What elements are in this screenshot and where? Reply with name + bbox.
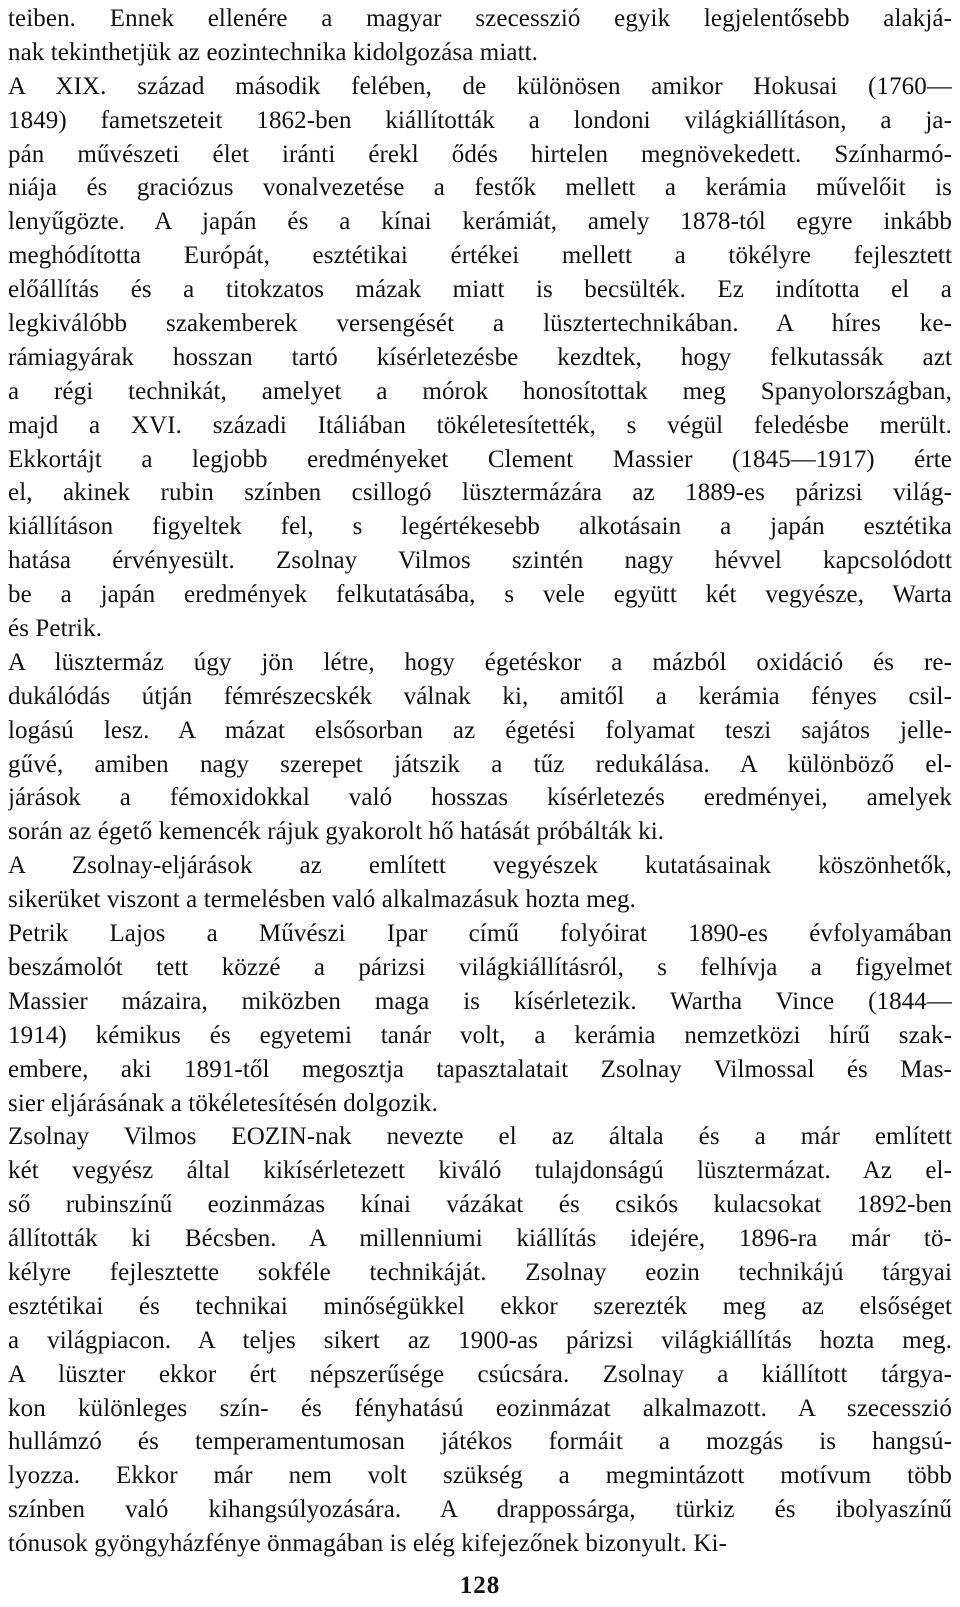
text-line: és Petrik.	[8, 615, 103, 643]
text-line: beszámolót tett közzé a párizsi világkiállításról, s felhívja a figyelmet	[8, 953, 952, 981]
text-line: niája és graciózus vonalvezetése a festők mellett a kerámia művelőit is	[8, 174, 952, 202]
text-line: során az égető kemencék rájuk gyakorolt hő hatását próbálták ki.	[8, 818, 665, 846]
text-line: kon különleges szín- és fényhatású eozinmázat alkalmazott. A szecesszió	[8, 1394, 952, 1422]
text-line: lenyűgözte. A japán és a kínai kerámiát, amely 1878-tól egyre inkább	[8, 208, 952, 236]
text-line: gűvé, amiben nagy szerepet játszik a tűz redukálása. A különböző el-	[8, 750, 952, 778]
text-line: Petrik Lajos a Művészi Ipar című folyóirat 1890-es évfolyamában	[8, 920, 952, 948]
text-line: esztétikai és technikai minőségükkel ekkor szerezték meg az elsőséget	[8, 1292, 952, 1320]
text-line: nak tekinthetjük az eozintechnika kidolgozása miatt.	[8, 38, 539, 66]
text-line: majd a XVI. századi Itáliában tökéletesítették, s végül feledésbe merült.	[8, 411, 952, 439]
text-line: teiben. Ennek ellenére a magyar szecesszió egyik legjelentősebb alakjá-	[8, 5, 952, 32]
text-line: 1914) kémikus és egyetemi tanár volt, a kerámia nemzetközi hírű szak-	[8, 1021, 952, 1049]
text-line: hatása érvényesült. Zsolnay Vilmos szintén nagy hévvel kapcsolódott	[8, 547, 952, 575]
paragraph	[8, 849, 952, 917]
text-line: tónusok gyöngyházfénye önmagában is elég kifejezőnek bizonyult. Ki-	[8, 1530, 727, 1558]
paragraph	[8, 1120, 952, 1561]
text-line: pán művészeti élet iránti érekl ődés hirtelen megnövekedett. Színharmó-	[8, 140, 952, 168]
text-line: A XIX. század második felében, de különösen amikor Hokusai (1760—	[8, 72, 952, 100]
text-line: Ekkortájt a legjobb eredményeket Clement Massier (1845—1917) érte	[8, 445, 952, 473]
text-line: kélyre fejlesztette sokféle technikáját. Zsolnay eozin technikájú tárgyai	[8, 1258, 952, 1286]
text-line: be a japán eredmények felkutatásába, s vele együtt két vegyésze, Warta	[8, 581, 952, 609]
text-line: meghódította Európát, esztétikai értékei mellett a tökélyre fejlesztett	[8, 242, 952, 270]
text-line: Zsolnay Vilmos EOZIN-nak nevezte el az általa és a már említett	[8, 1123, 952, 1151]
text-line: logású lesz. A mázat elsősorban az égetési folyamat teszi sajátos jelle-	[8, 716, 952, 744]
page-number: 128	[459, 1572, 501, 1599]
text-line: Massier mázaira, miközben maga is kísérletezik. Wartha Vince (1844—	[8, 987, 952, 1015]
text-line: A lüszter ekkor ért népszerűsége csúcsára. Zsolnay a kiállított tárgya-	[8, 1360, 952, 1388]
text-line: állították ki Bécsben. A millenniumi kiállítás idejére, 1896-ra már tö-	[8, 1225, 952, 1253]
paragraph	[8, 646, 952, 849]
paragraph	[8, 70, 952, 646]
text-line: a világpiacon. A teljes sikert az 1900-as párizsi világkiállítás hozta meg.	[8, 1326, 952, 1354]
text-line: dukálódás útján fémrészecskék válnak ki, amitől a kerámia fényes csil-	[8, 682, 952, 710]
text-line: sikerüket viszont a termelésben való alkalmazásuk hozta meg.	[8, 886, 636, 914]
text-line: a régi technikát, amelyet a mórok honosítottak meg Spanyolországban,	[8, 377, 952, 405]
paragraph	[8, 2, 952, 70]
text-line: A lüsztermáz úgy jön létre, hogy égetéskor a mázból oxidáció és re-	[8, 648, 952, 676]
text-line: sier eljárásának a tökéletesítésén dolgozik.	[8, 1089, 438, 1117]
text-line: legkiválóbb szakemberek versengését a lüsztertechnikában. A híres ke-	[8, 310, 952, 338]
text-line: embere, aki 1891-től megosztja tapasztalatait Zsolnay Vilmossal és Mas-	[8, 1055, 952, 1083]
text-line: ső rubinszínű eozinmázas kínai vázákat és csikós kulacsokat 1892-ben	[8, 1191, 952, 1219]
document-page	[8, 0, 952, 1561]
text-line: rámiagyárak hosszan tartó kísérletezésbe kezdtek, hogy felkutassák azt	[8, 343, 952, 371]
text-line: lyozza. Ekkor már nem volt szükség a megmintázott motívum több	[8, 1462, 952, 1490]
text-line: két vegyész által kikísérletezett kiváló tulajdonságú lüsztermázat. Az el-	[8, 1157, 952, 1185]
text-line: járások a fémoxidokkal való hosszas kísérletezés eredményei, amelyek	[8, 784, 952, 812]
text-line: kiállításon figyeltek fel, s legértékesebb alkotásain a japán esztétika	[8, 513, 952, 541]
text-line: el, akinek rubin színben csillogó lüsztermázára az 1889-es párizsi világ-	[8, 479, 952, 507]
text-line: előállítás és a titokzatos mázak miatt is becsülték. Ez indította el a	[8, 276, 952, 304]
text-line: 1849) fametszeteit 1862-ben kiállították a londoni világkiállításon, a ja-	[8, 106, 952, 134]
text-line: színben való kihangsúlyozására. A drappossárga, türkiz és ibolyaszínű	[8, 1496, 952, 1524]
paragraph	[8, 917, 952, 1120]
text-line: A Zsolnay-eljárások az említett vegyészek kutatásainak köszönhetők,	[8, 852, 952, 880]
text-line: hullámzó és temperamentumosan játékos formáit a mozgás is hangsú-	[8, 1428, 952, 1456]
